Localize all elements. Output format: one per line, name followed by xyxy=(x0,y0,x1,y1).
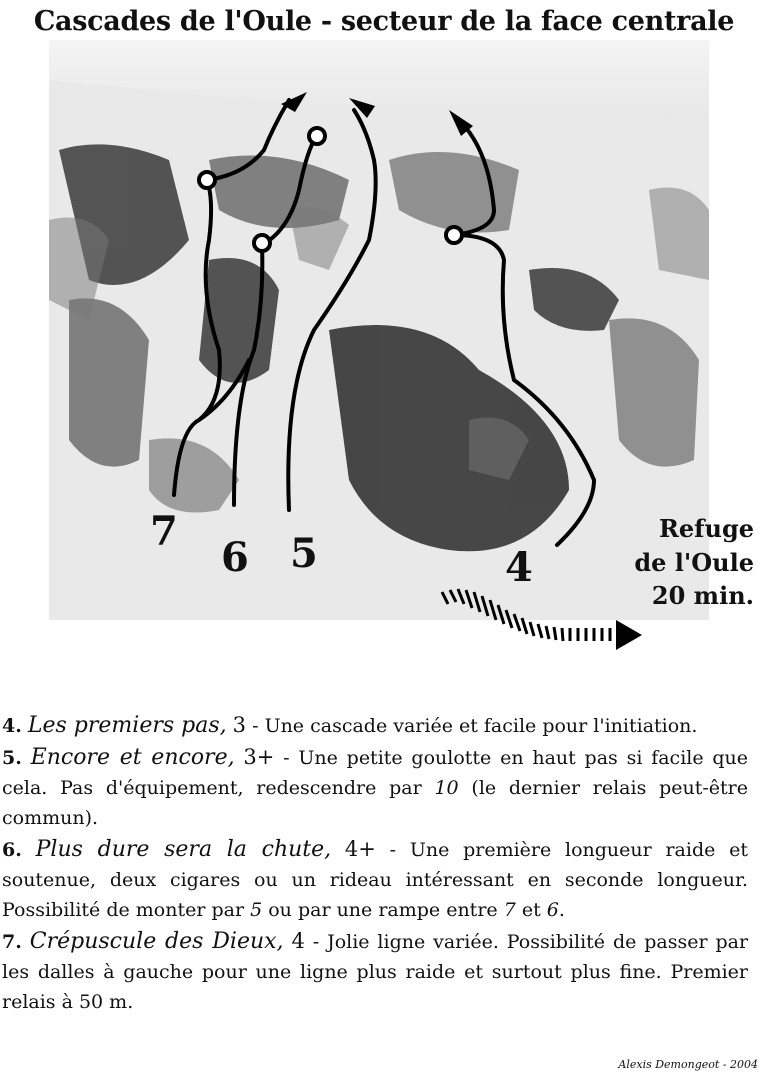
route-number: 7. xyxy=(2,931,22,953)
route-grade: 4+ xyxy=(344,837,376,861)
route-text: Jolie ligne variée. Possibilité de passer par les dalles à gauche pour une ligne plus raide et surtout plus fine. Premier relais à 50 m. xyxy=(2,931,749,1013)
route-ref: 5 xyxy=(250,899,263,921)
route-label-6: 6 xyxy=(221,534,249,581)
route-grade: 3+ xyxy=(243,745,275,769)
refuge-direction-arrow-icon xyxy=(430,580,650,660)
route-text: (le dernier relais peut-être commun). xyxy=(2,777,749,829)
route-text: . xyxy=(558,899,565,921)
route-label-5: 5 xyxy=(290,530,318,577)
route-5-description xyxy=(2,742,748,833)
route-text: Une première longueur raide et soutenue, deux cigares ou un rideau intéressant en seconde longueur. Possibilité de monter par xyxy=(2,839,749,921)
route-number: 4. xyxy=(2,715,22,737)
route-label-7: 7 xyxy=(150,508,178,555)
separator: - xyxy=(283,747,290,769)
author-credit: Alexis Demongeot - 2004 xyxy=(618,1058,758,1071)
route-name: Plus dure sera la chute, xyxy=(35,837,332,862)
route-label-4: 4 xyxy=(505,544,533,591)
route-4-description xyxy=(2,710,748,741)
route-number: 5. xyxy=(2,747,22,769)
separator: - xyxy=(389,839,397,861)
route-ref: 10 xyxy=(434,777,459,799)
route-text: et xyxy=(515,899,547,921)
route-ref: 7 xyxy=(503,899,516,921)
refuge-label xyxy=(634,512,754,613)
refuge-line-3: 20 min. xyxy=(651,581,754,611)
refuge-line-1: Refuge xyxy=(658,514,754,543)
route-grade: 4 xyxy=(291,929,305,953)
refuge-line-2: de l'Oule xyxy=(634,547,754,577)
route-grade: 3 xyxy=(232,713,247,737)
route-number: 6. xyxy=(2,839,22,861)
route-name: Crépuscule des Dieux, xyxy=(29,929,284,954)
page-title: Cascades de l'Oule - secteur de la face centrale xyxy=(33,6,735,37)
route-text: Une cascade variée et facile pour l'initiation. xyxy=(264,715,698,737)
route-descriptions xyxy=(2,710,748,1018)
route-6-description xyxy=(2,834,748,925)
route-ref: 6 xyxy=(546,899,559,921)
route-text: Une petite goulotte en haut pas si facile que cela. Pas d'équipement, redescendre par xyxy=(2,747,749,799)
route-text: ou par une rampe entre xyxy=(262,899,504,921)
cliff-photo xyxy=(49,40,709,620)
separator: - xyxy=(252,715,259,737)
route-name: Encore et encore, xyxy=(30,745,235,770)
route-name: Les premiers pas, xyxy=(27,713,227,738)
route-7-description xyxy=(2,926,748,1017)
separator: - xyxy=(312,931,320,953)
